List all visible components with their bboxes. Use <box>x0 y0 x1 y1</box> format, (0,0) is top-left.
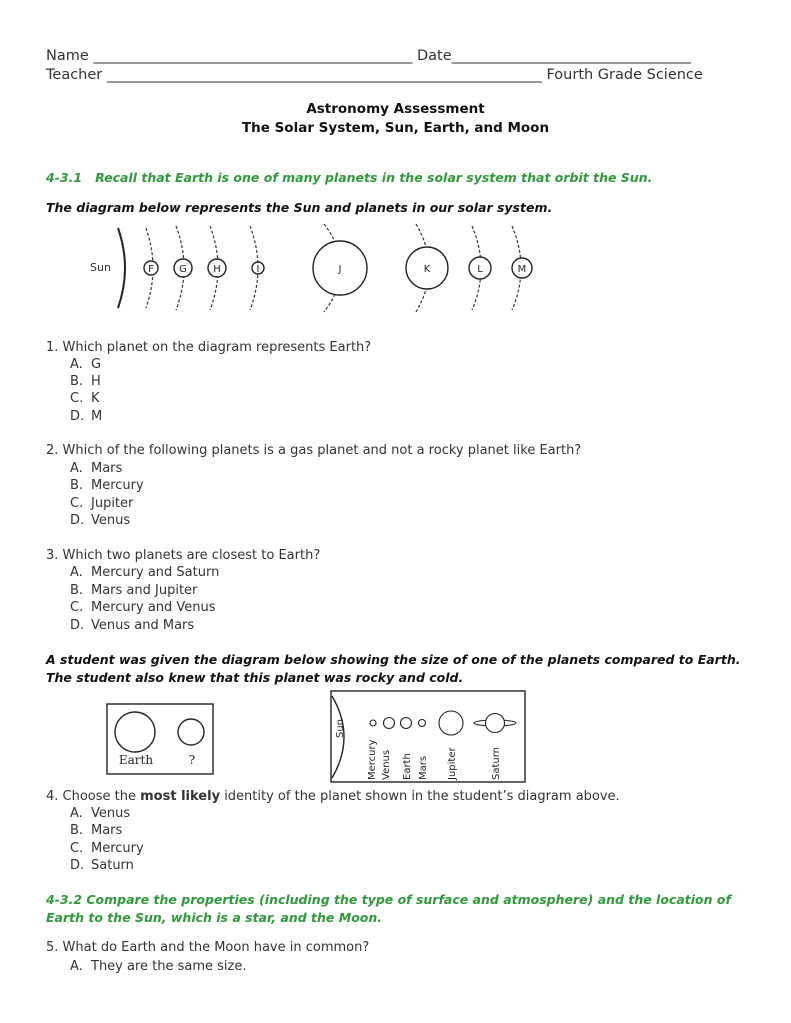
earth-comparison-diagram <box>106 703 214 775</box>
option-text: K <box>91 391 100 406</box>
saturn-label: Saturn <box>491 746 502 780</box>
date-blank[interactable]: _________________________________ <box>451 48 691 64</box>
option-letter: C. <box>70 496 84 511</box>
earth-scale-label: Earth <box>402 753 413 780</box>
diagram1-intro: The diagram below represents the Sun and planets in our solar system. <box>46 200 553 215</box>
q4-pre: 4. Choose the <box>46 789 141 804</box>
option-letter: A. <box>70 806 83 821</box>
option-letter: C. <box>70 391 84 406</box>
q2-option-d[interactable] <box>70 513 130 529</box>
page-subtitle: The Solar System, Sun, Earth, and Moon <box>241 120 550 136</box>
planet-size-scale-diagram <box>330 690 526 783</box>
name-line <box>46 48 691 64</box>
question-1: 1. Which planet on the diagram represents Earth? <box>46 340 372 355</box>
mars-circle <box>419 720 426 727</box>
sun-label: Sun <box>335 718 346 738</box>
q5-option-a[interactable] <box>70 959 247 975</box>
earth-circle <box>401 718 412 729</box>
sun-label: Sun <box>90 261 111 274</box>
q3-option-a[interactable] <box>70 565 219 581</box>
planet-l-label: L <box>477 264 483 275</box>
teacher-blank[interactable]: ____________________________________________________________ <box>106 67 542 83</box>
option-letter: A. <box>70 357 83 372</box>
standard-code: 4-3.1 <box>46 170 83 185</box>
planet-g-label: G <box>179 264 187 275</box>
q3-option-b[interactable] <box>70 583 197 599</box>
q1-option-b[interactable] <box>70 374 101 390</box>
option-letter: D. <box>70 513 85 528</box>
date-label: Date <box>417 48 452 64</box>
option-text: Mercury <box>91 841 144 856</box>
course-label: Fourth Grade Science <box>546 67 703 83</box>
standard-text: Recall that Earth is one of many planets in the solar system that orbit the Sun. <box>95 170 653 185</box>
q1-option-a[interactable] <box>70 357 101 373</box>
q3-option-d[interactable] <box>70 618 194 634</box>
planet-h-label: H <box>213 264 221 275</box>
solar-system-diagram <box>80 222 550 314</box>
q4-option-d[interactable] <box>70 858 134 874</box>
teacher-label: Teacher <box>46 67 103 83</box>
option-letter: B. <box>70 583 84 598</box>
q4-option-c[interactable] <box>70 841 144 857</box>
option-letter: A. <box>70 959 83 974</box>
question-3: 3. Which two planets are closest to Earth? <box>46 548 321 563</box>
option-text: G <box>91 357 102 372</box>
option-letter: D. <box>70 409 85 424</box>
option-letter: C. <box>70 841 84 856</box>
question-2: 2. Which of the following planets is a gas planet and not a rocky planet like Earth? <box>46 443 582 458</box>
option-text: Venus <box>91 513 131 528</box>
venus-label: Venus <box>381 749 392 780</box>
saturn-circle <box>486 714 505 733</box>
jupiter-label: Jupiter <box>447 747 458 780</box>
q4-emphasis: most likely <box>140 789 221 804</box>
option-text: Venus <box>91 806 131 821</box>
earth-circle <box>115 712 155 752</box>
diagram2-intro-line1: A student was given the diagram below showing the size of one of the planets compared to Earth. <box>46 652 741 667</box>
q2-option-a[interactable] <box>70 461 122 477</box>
question-4 <box>46 789 620 805</box>
planet-m-label: M <box>517 264 527 275</box>
q2-option-b[interactable] <box>70 478 144 494</box>
mercury-circle <box>370 720 376 726</box>
standard-4-3-1 <box>46 170 652 186</box>
option-letter: B. <box>70 478 84 493</box>
option-letter: A. <box>70 565 83 580</box>
jupiter-circle <box>439 711 463 735</box>
mercury-label: Mercury <box>367 739 378 780</box>
option-text: Mercury and Saturn <box>91 565 220 580</box>
q1-option-d[interactable] <box>70 409 102 425</box>
option-letter: B. <box>70 823 84 838</box>
q2-option-c[interactable] <box>70 496 133 512</box>
option-text: H <box>91 374 101 389</box>
planet-j-label: J <box>338 264 342 275</box>
standard-4-3-2-line1: 4-3.2 Compare the properties (including the type of surface and atmosphere) and the location of <box>46 892 731 907</box>
teacher-line <box>46 67 703 83</box>
option-text: Mercury and Venus <box>91 600 216 615</box>
question-5: 5. What do Earth and the Moon have in common? <box>46 940 370 955</box>
q4-option-b[interactable] <box>70 823 122 839</box>
option-text: Venus and Mars <box>91 618 195 633</box>
option-text: Mars <box>91 461 123 476</box>
planet-i-label: I <box>256 264 260 275</box>
earth-label: Earth <box>118 753 154 767</box>
page-title: Astronomy Assessment <box>306 101 485 117</box>
q4-post: identity of the planet shown in the student’s diagram above. <box>220 789 620 804</box>
diagram2-intro-line2: The student also knew that this planet was rocky and cold. <box>46 670 464 685</box>
option-letter: C. <box>70 600 84 615</box>
standard-4-3-2-line2: Earth to the Sun, which is a star, and the Moon. <box>46 910 383 925</box>
unknown-label: ? <box>188 753 196 767</box>
option-text: Saturn <box>91 858 134 873</box>
option-text: Mars and Jupiter <box>91 583 198 598</box>
option-text: Mercury <box>91 478 144 493</box>
option-letter: A. <box>70 461 83 476</box>
planet-k-label: K <box>423 264 431 275</box>
venus-circle <box>384 718 395 729</box>
option-letter: D. <box>70 618 85 633</box>
q3-option-c[interactable] <box>70 600 216 616</box>
q1-option-c[interactable] <box>70 391 100 407</box>
mars-label: Mars <box>418 755 429 780</box>
unknown-planet-circle <box>178 719 204 745</box>
q4-option-a[interactable] <box>70 806 130 822</box>
name-label: Name <box>46 48 89 64</box>
name-blank[interactable]: ____________________________________________ <box>93 48 413 64</box>
option-letter: B. <box>70 374 84 389</box>
planet-f-label: F <box>148 264 154 275</box>
option-letter: D. <box>70 858 85 873</box>
option-text: Jupiter <box>91 496 134 511</box>
option-text: M <box>91 409 103 424</box>
option-text: They are the same size. <box>91 959 247 974</box>
option-text: Mars <box>91 823 123 838</box>
sun-edge <box>118 228 125 308</box>
